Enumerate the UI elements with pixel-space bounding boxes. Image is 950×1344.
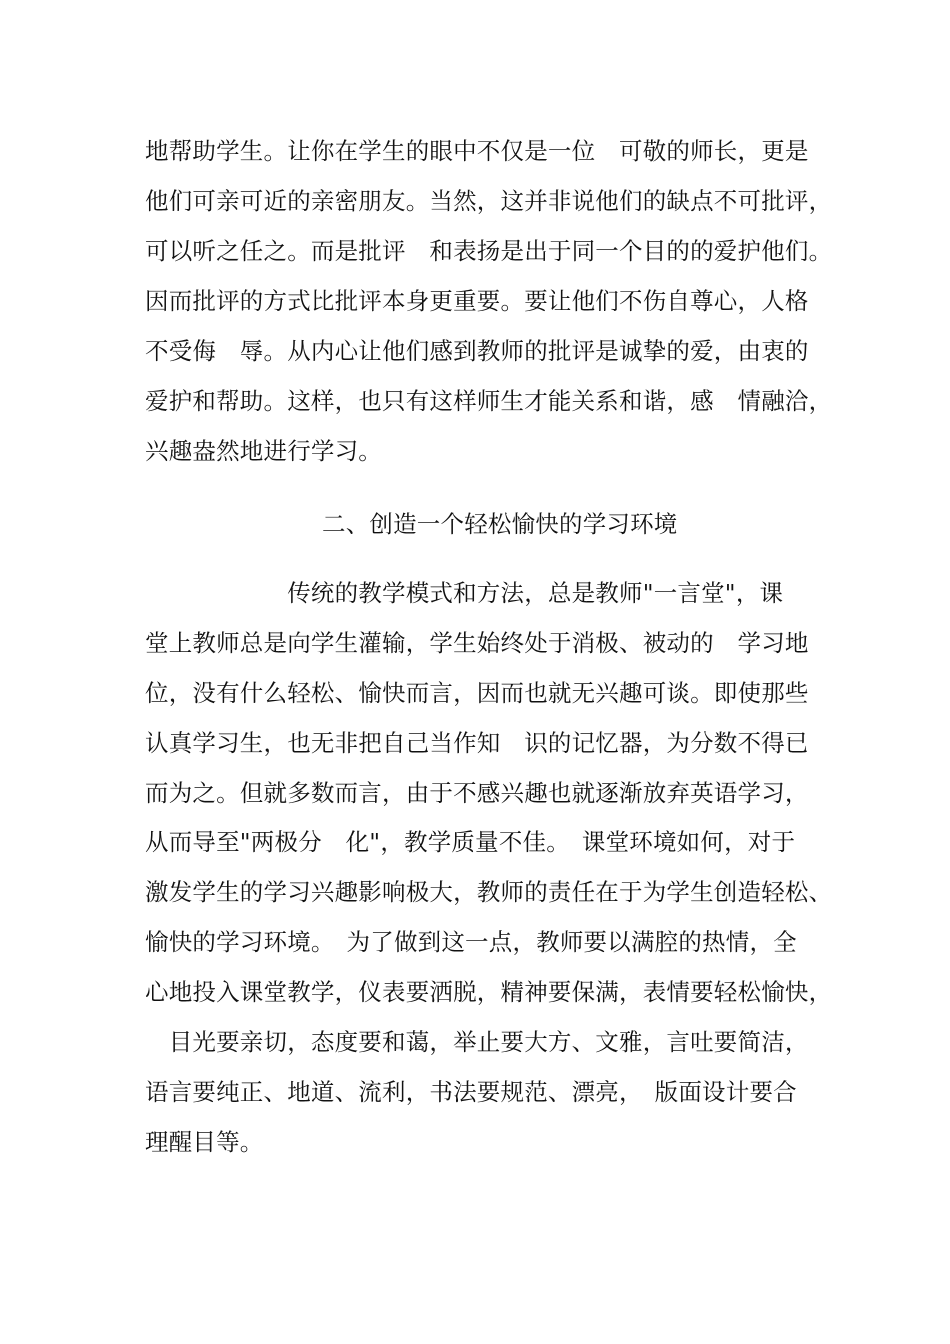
paragraph-2-line: 位，没有什么轻松、愉快而言，因而也就无兴趣可谈。即使那些: [145, 679, 809, 707]
paragraph-2-line: 心地投入课堂教学，仪表要洒脱，精神要保满，表情要轻松愉快，: [145, 978, 833, 1006]
paragraph-2-line: 而为之。但就多数而言，由于不感兴趣也就逐渐放弃英语学习，: [145, 779, 809, 807]
paragraph-1-line: 因而批评的方式比批评本身更重要。要让他们不伤自尊心，人格: [145, 287, 809, 315]
paragraph-2-line: 堂上教师总是向学生灌输，学生始终处于消极、被动的 学习地: [145, 629, 809, 657]
paragraph-1-line: 他们可亲可近的亲密朋友。当然，这并非说他们的缺点不可批评，: [145, 187, 833, 215]
section-heading: 二、创造一个轻松愉快的学习环境: [322, 510, 678, 538]
paragraph-2-line: 目光要亲切，态度要和蔼，举止要大方、文雅，言吐要简洁，: [145, 1028, 809, 1056]
paragraph-1-line: 兴趣盎然地进行学习。: [145, 437, 382, 465]
paragraph-2-line: 语言要纯正、地道、流利，书法要规范、漂亮， 版面设计要合: [145, 1078, 797, 1106]
paragraph-1-line: 爱护和帮助。这样，也只有这样师生才能关系和谐，感 情融洽，: [145, 387, 833, 415]
paragraph-2-line: 愉快的学习环境。 为了做到这一点，教师要以满腔的热情，全: [145, 928, 797, 956]
paragraph-1-line: 不受侮 辱。从内心让他们感到教师的批评是诚挚的爱，由衷的: [145, 337, 809, 365]
paragraph-2-line: 传统的教学模式和方法，总是教师"一言堂"，课: [145, 579, 784, 607]
paragraph-2-line: 从而导至"两极分 化"，教学质量不佳。 课堂环境如何，对于: [145, 828, 796, 856]
paragraph-2-line: 理醒目等。: [145, 1128, 264, 1156]
paragraph-2-line: 认真学习生，也无非把自己当作知 识的记忆器，为分数不得已: [145, 729, 809, 757]
paragraph-1-line: 可以听之任之。而是批评 和表扬是出于同一个目的的爱护他们。: [145, 237, 833, 265]
paragraph-2-line: 激发学生的学习兴趣影响极大，教师的责任在于为学生创造轻松、: [145, 878, 833, 906]
paragraph-1-line: 地帮助学生。让你在学生的眼中不仅是一位 可敬的师长，更是: [145, 137, 809, 165]
